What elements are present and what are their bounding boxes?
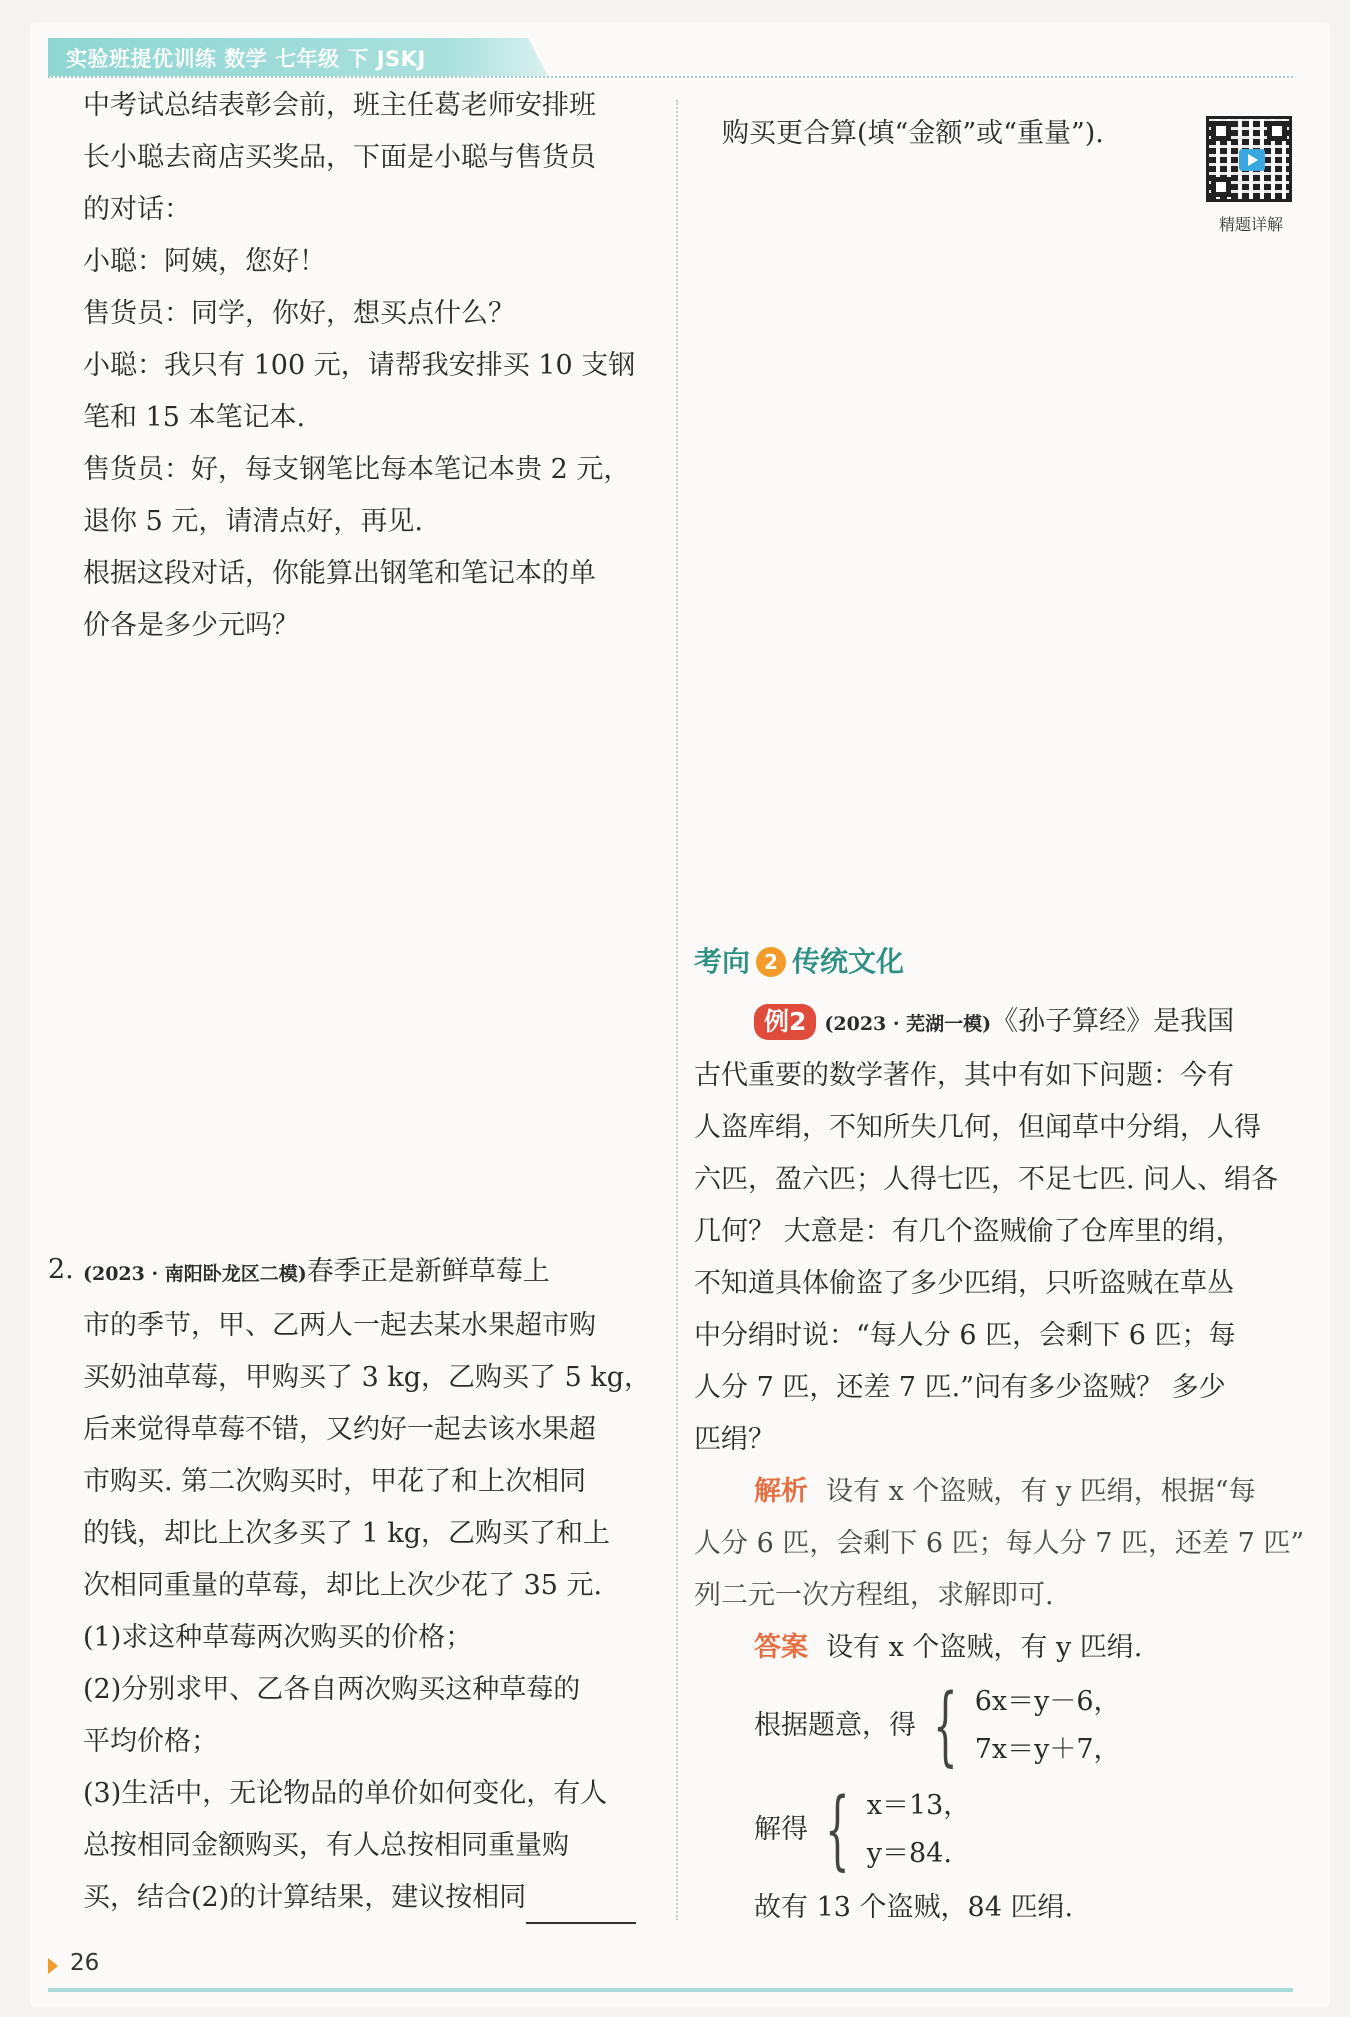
text-line: 次相同重量的草莓，却比上次少花了 35 元.: [83, 1570, 603, 1601]
analysis-label: 解析: [754, 1476, 808, 1507]
text-line: 人分 7 匹，还差 7 匹.”问有多少盗贼？ 多少: [694, 1372, 1226, 1403]
column-divider: [676, 100, 678, 1920]
qr-finder: [1267, 121, 1287, 141]
text-line: 几何？ 大意是：有几个盗贼偷了仓库里的绢，: [694, 1216, 1243, 1247]
text-line: 中考试总结表彰会前，班主任葛老师安排班: [83, 90, 596, 121]
text-line: 平均价格；: [83, 1726, 218, 1757]
text-line: 笔和 15 本笔记本.: [83, 402, 306, 433]
footer-rule: [48, 1988, 1293, 1992]
section-prefix: 考向: [694, 945, 751, 978]
page-arrow-icon: [48, 1958, 58, 1974]
equation: 7x＝y＋7，: [974, 1734, 1121, 1765]
text-line: (3)生活中，无论物品的单价如何变化，有人: [83, 1778, 608, 1809]
equation: y＝84.: [866, 1838, 952, 1869]
qr-label: 精题详解: [1218, 215, 1283, 234]
text-line: 春季正是新鲜草莓上: [306, 1256, 550, 1287]
text-line: 的对话：: [83, 194, 191, 225]
system-equations: [975, 1678, 1121, 1774]
problem1-block: [83, 80, 635, 652]
text-line: (1)求这种草莓两次购买的价格；: [83, 1622, 473, 1653]
system-prefix: 根据题意，得: [754, 1710, 916, 1741]
solution-system: [694, 1782, 1304, 1878]
text-line: 的钱，却比上次多买了 1 kg，乙购买了和上: [83, 1518, 610, 1549]
text-line: 买奶油草莓，甲购买了 3 kg，乙购买了 5 kg，: [83, 1362, 651, 1393]
problem2-block: [83, 1246, 651, 1924]
text-line: 古代重要的数学著作，其中有如下问题：今有: [694, 1060, 1234, 1091]
page-number: 26: [70, 1950, 100, 1976]
text-line: 售货员：同学，你好，想买点什么？: [83, 298, 515, 329]
qr-finder: [1211, 177, 1231, 197]
example-badge: 例2: [754, 1004, 816, 1040]
text-line: 列二元一次方程组，求解即可.: [694, 1580, 1054, 1611]
qr-finder: [1211, 121, 1231, 141]
system-equations: [867, 1782, 971, 1878]
text-line: 六匹，盈六匹；人得七匹，不足七匹. 问人、绢各: [694, 1164, 1279, 1195]
problem2-number: 2.: [48, 1254, 74, 1285]
text-line: 人分 6 匹，会剩下 6 匹；每人分 7 匹，还差 7 匹”: [694, 1528, 1305, 1559]
problem2-source: (2023 · 南阳卧龙区二模): [83, 1263, 307, 1285]
text-line: (2)分别求甲、乙各自两次购买这种草莓的: [83, 1674, 581, 1705]
text-line: 后来觉得草莓不错，又约好一起去该水果超: [83, 1414, 596, 1445]
answer-label: 答案: [754, 1632, 808, 1663]
text-line: 不知道具体偷盗了多少匹绢，只听盗贼在草丛: [694, 1268, 1234, 1299]
text-line: 退你 5 元，请清点好，再见.: [83, 506, 423, 537]
play-icon: [1239, 149, 1265, 171]
text-line: 总按相同金额购买，有人总按相同重量购: [83, 1830, 569, 1861]
analysis-first-line: [694, 1466, 1304, 1518]
problem2-last-line: [83, 1872, 651, 1924]
equation: x＝13，: [866, 1790, 971, 1821]
text-line: 市的季节，甲、乙两人一起去某水果超市购: [83, 1310, 596, 1341]
text-line: 售货员：好，每支钢笔比每本笔记本贵 2 元，: [83, 454, 631, 485]
brace-icon: {: [825, 1780, 850, 1880]
brace-icon: {: [933, 1676, 958, 1776]
section-number-badge: 2: [756, 947, 786, 977]
example2-block: [694, 996, 1304, 1934]
conclusion: 故有 13 个盗贼，84 匹绢.: [754, 1892, 1074, 1923]
text-line: 设有 x 个盗贼，有 y 匹绢.: [826, 1632, 1143, 1663]
example2-first-line: [694, 996, 1304, 1050]
problem2-continuation: 购买更合算(填“金额”或“重量”).: [722, 118, 1104, 149]
text-line: 根据这段对话，你能算出钢笔和笔记本的单: [83, 558, 596, 589]
text-line: 匹绢？: [694, 1424, 775, 1455]
header-rule: [48, 76, 1293, 78]
example-source: (2023 · 芜湖一模): [824, 1013, 992, 1035]
header-title: 实验班提优训练 数学 七年级 下 JSKJ: [66, 47, 426, 71]
text-line: 《孙子算经》是我国: [991, 1006, 1235, 1037]
answer-blank[interactable]: [526, 1892, 636, 1924]
equation-system: [694, 1678, 1304, 1774]
text-line: 小聪：阿姨，您好！: [83, 246, 326, 277]
system-prefix: 解得: [754, 1814, 808, 1845]
section-heading: [694, 940, 904, 980]
text-line: 中分绢时说：“每人分 6 匹，会剩下 6 匹；每: [694, 1320, 1236, 1351]
text-line: 价各是多少元吗？: [83, 610, 299, 641]
text-line: 长小聪去商店买奖品，下面是小聪与售货员: [83, 142, 596, 173]
problem2-first-line: [83, 1246, 651, 1300]
qr-code[interactable]: [1206, 116, 1292, 202]
text-line: 人盗库绢，不知所失几何，但闻草中分绢，人得: [694, 1112, 1261, 1143]
section-title: 传统文化: [792, 945, 905, 978]
text-line: 市购买. 第二次购买时，甲花了和上次相同: [83, 1466, 587, 1497]
answer-first-line: [694, 1622, 1304, 1674]
text-line: 买，结合(2)的计算结果，建议按相同: [83, 1882, 527, 1913]
text-line: 设有 x 个盗贼，有 y 匹绢，根据“每: [826, 1476, 1256, 1507]
equation: 6x＝y－6，: [974, 1686, 1121, 1717]
text-line: 小聪：我只有 100 元，请帮我安排买 10 支钢: [83, 350, 636, 381]
